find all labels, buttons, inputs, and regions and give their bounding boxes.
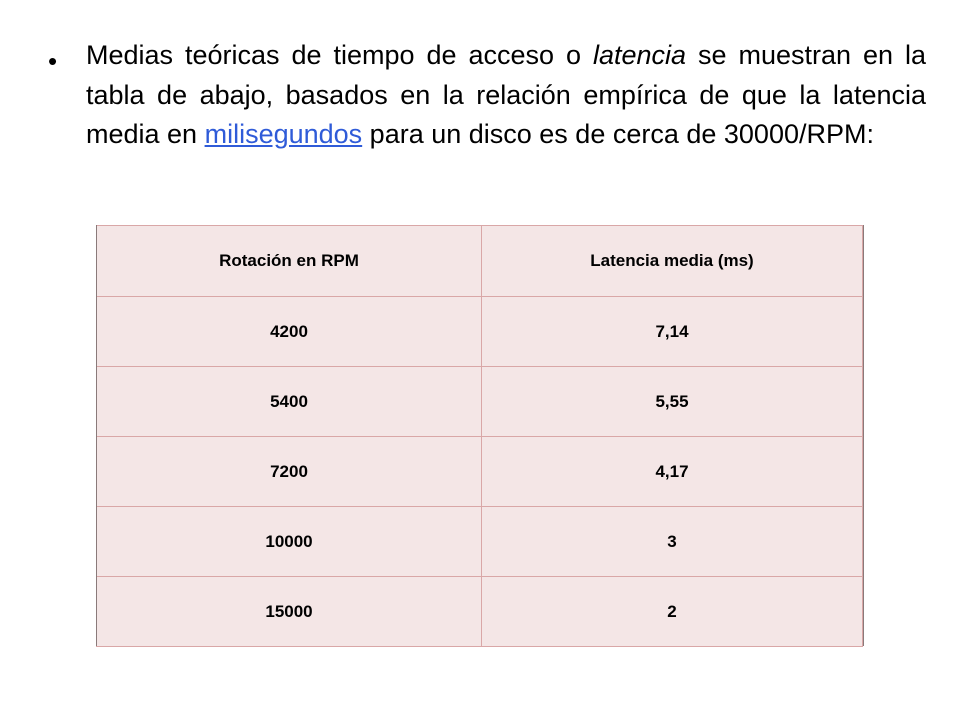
table-row [97, 367, 863, 437]
cell-latency: 3 [482, 507, 863, 577]
intro-emphasis: latencia [592, 40, 687, 70]
latency-table [96, 225, 863, 647]
bullet-marker: • [48, 46, 58, 76]
table-row [97, 577, 863, 647]
cell-rpm: 15000 [97, 577, 482, 647]
cell-rpm: 4200 [97, 297, 482, 367]
table-row [97, 437, 863, 507]
cell-rpm: 5400 [97, 367, 482, 437]
cell-rpm: 10000 [97, 507, 482, 577]
cell-latency: 5,55 [482, 367, 863, 437]
intro-text-after: para un disco es de cerca de 30000/RPM: [362, 119, 874, 149]
table-row [97, 507, 863, 577]
table-right-edge [863, 225, 864, 646]
intro-text-before: Medias teóricas de tiempo de acceso o [86, 40, 593, 70]
cell-latency: 7,14 [482, 297, 863, 367]
table-left-edge [96, 225, 97, 646]
table-header-row [97, 226, 863, 297]
cell-latency: 4,17 [482, 437, 863, 507]
intro-text [86, 36, 926, 155]
cell-latency: 2 [482, 577, 863, 647]
cell-rpm: 7200 [97, 437, 482, 507]
intro-text-middle: se muestran en la tabla de abajo, basados en la relación empírica de que la latencia media en [86, 40, 926, 149]
milisegundos-link[interactable]: milisegundos [204, 119, 363, 149]
header-rpm: Rotación en RPM [97, 226, 482, 297]
table-row [97, 297, 863, 367]
header-latency: Latencia media (ms) [482, 226, 863, 297]
bullet-paragraph [48, 36, 926, 155]
